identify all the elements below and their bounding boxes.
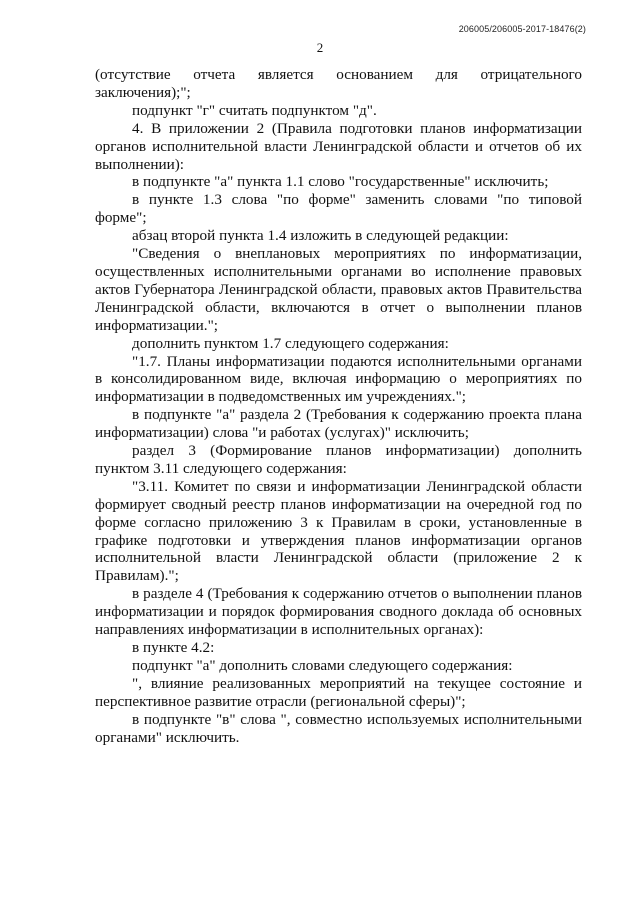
paragraph: в подпункте "а" раздела 2 (Требования к содержанию проекта плана информатизации) слова "и работах (услугах)" исключить;: [95, 406, 582, 442]
paragraph: в подпункте "а" пункта 1.1 слово "государственные" исключить;: [132, 173, 549, 191]
paragraph: ", влияние реализованных мероприятий на текущее состояние и перспективное развитие отрасли (региональной сферы)";: [95, 674, 582, 710]
paragraph: "3.11. Комитет по связи и информатизации Ленинградской области формирует сводный реестр планов информатизации на очередной год по форме согласно приложению 3 к Правилам в сроки, установленные в графике подготовки и утверждения планов информатизации органов исполнительной власти Ленинградской области (приложение 2 к Правилам).";: [95, 477, 582, 585]
page-number: 2: [316, 40, 324, 55]
paragraph: "Сведения о внеплановых мероприятиях по информатизации, осуществленных исполнительными органами во исполнение правовых актов Губернатора Ленинградской области, правовых актов Правительства Ленинградской области, включаются в отчет о выполнении планов информатизации.";: [95, 245, 582, 334]
document-body: [95, 66, 582, 746]
paragraph: подпункт "г" считать подпунктом "д".: [132, 101, 377, 119]
paragraph: подпункт "а" дополнить словами следующего содержания:: [132, 656, 513, 674]
paragraph: раздел 3 (Формирование планов информатизации) дополнить пунктом 3.11 следующего содержания:: [95, 442, 582, 477]
paragraph: (отсутствие отчета является основанием для отрицательного заключения);";: [95, 66, 582, 101]
paragraph: в пункте 1.3 слова "по форме" заменить словами "по типовой форме";: [95, 191, 582, 227]
document-id: 206005/206005-2017-18476(2): [458, 24, 586, 34]
paragraph: 4. В приложении 2 (Правила подготовки планов информатизации органов исполнительной власти Ленинградской области и отчетов об их выполнении):: [95, 119, 582, 173]
paragraph: в разделе 4 (Требования к содержанию отчетов о выполнении планов информатизации и порядок формирования сводного доклада об основных направлениях информатизации в исполнительных органах):: [95, 585, 582, 639]
paragraph: в подпункте "в" слова ", совместно используемых исполнительными органами" исключить.: [95, 710, 582, 746]
paragraph: дополнить пунктом 1.7 следующего содержания:: [132, 334, 449, 352]
paragraph: абзац второй пункта 1.4 изложить в следующей редакции:: [132, 227, 509, 245]
paragraph: "1.7. Планы информатизации подаются исполнительными органами в консолидированном виде, включая информацию о мероприятиях по информатизации в подведомственных им учреждениях.";: [95, 352, 582, 406]
paragraph: в пункте 4.2:: [132, 639, 215, 656]
